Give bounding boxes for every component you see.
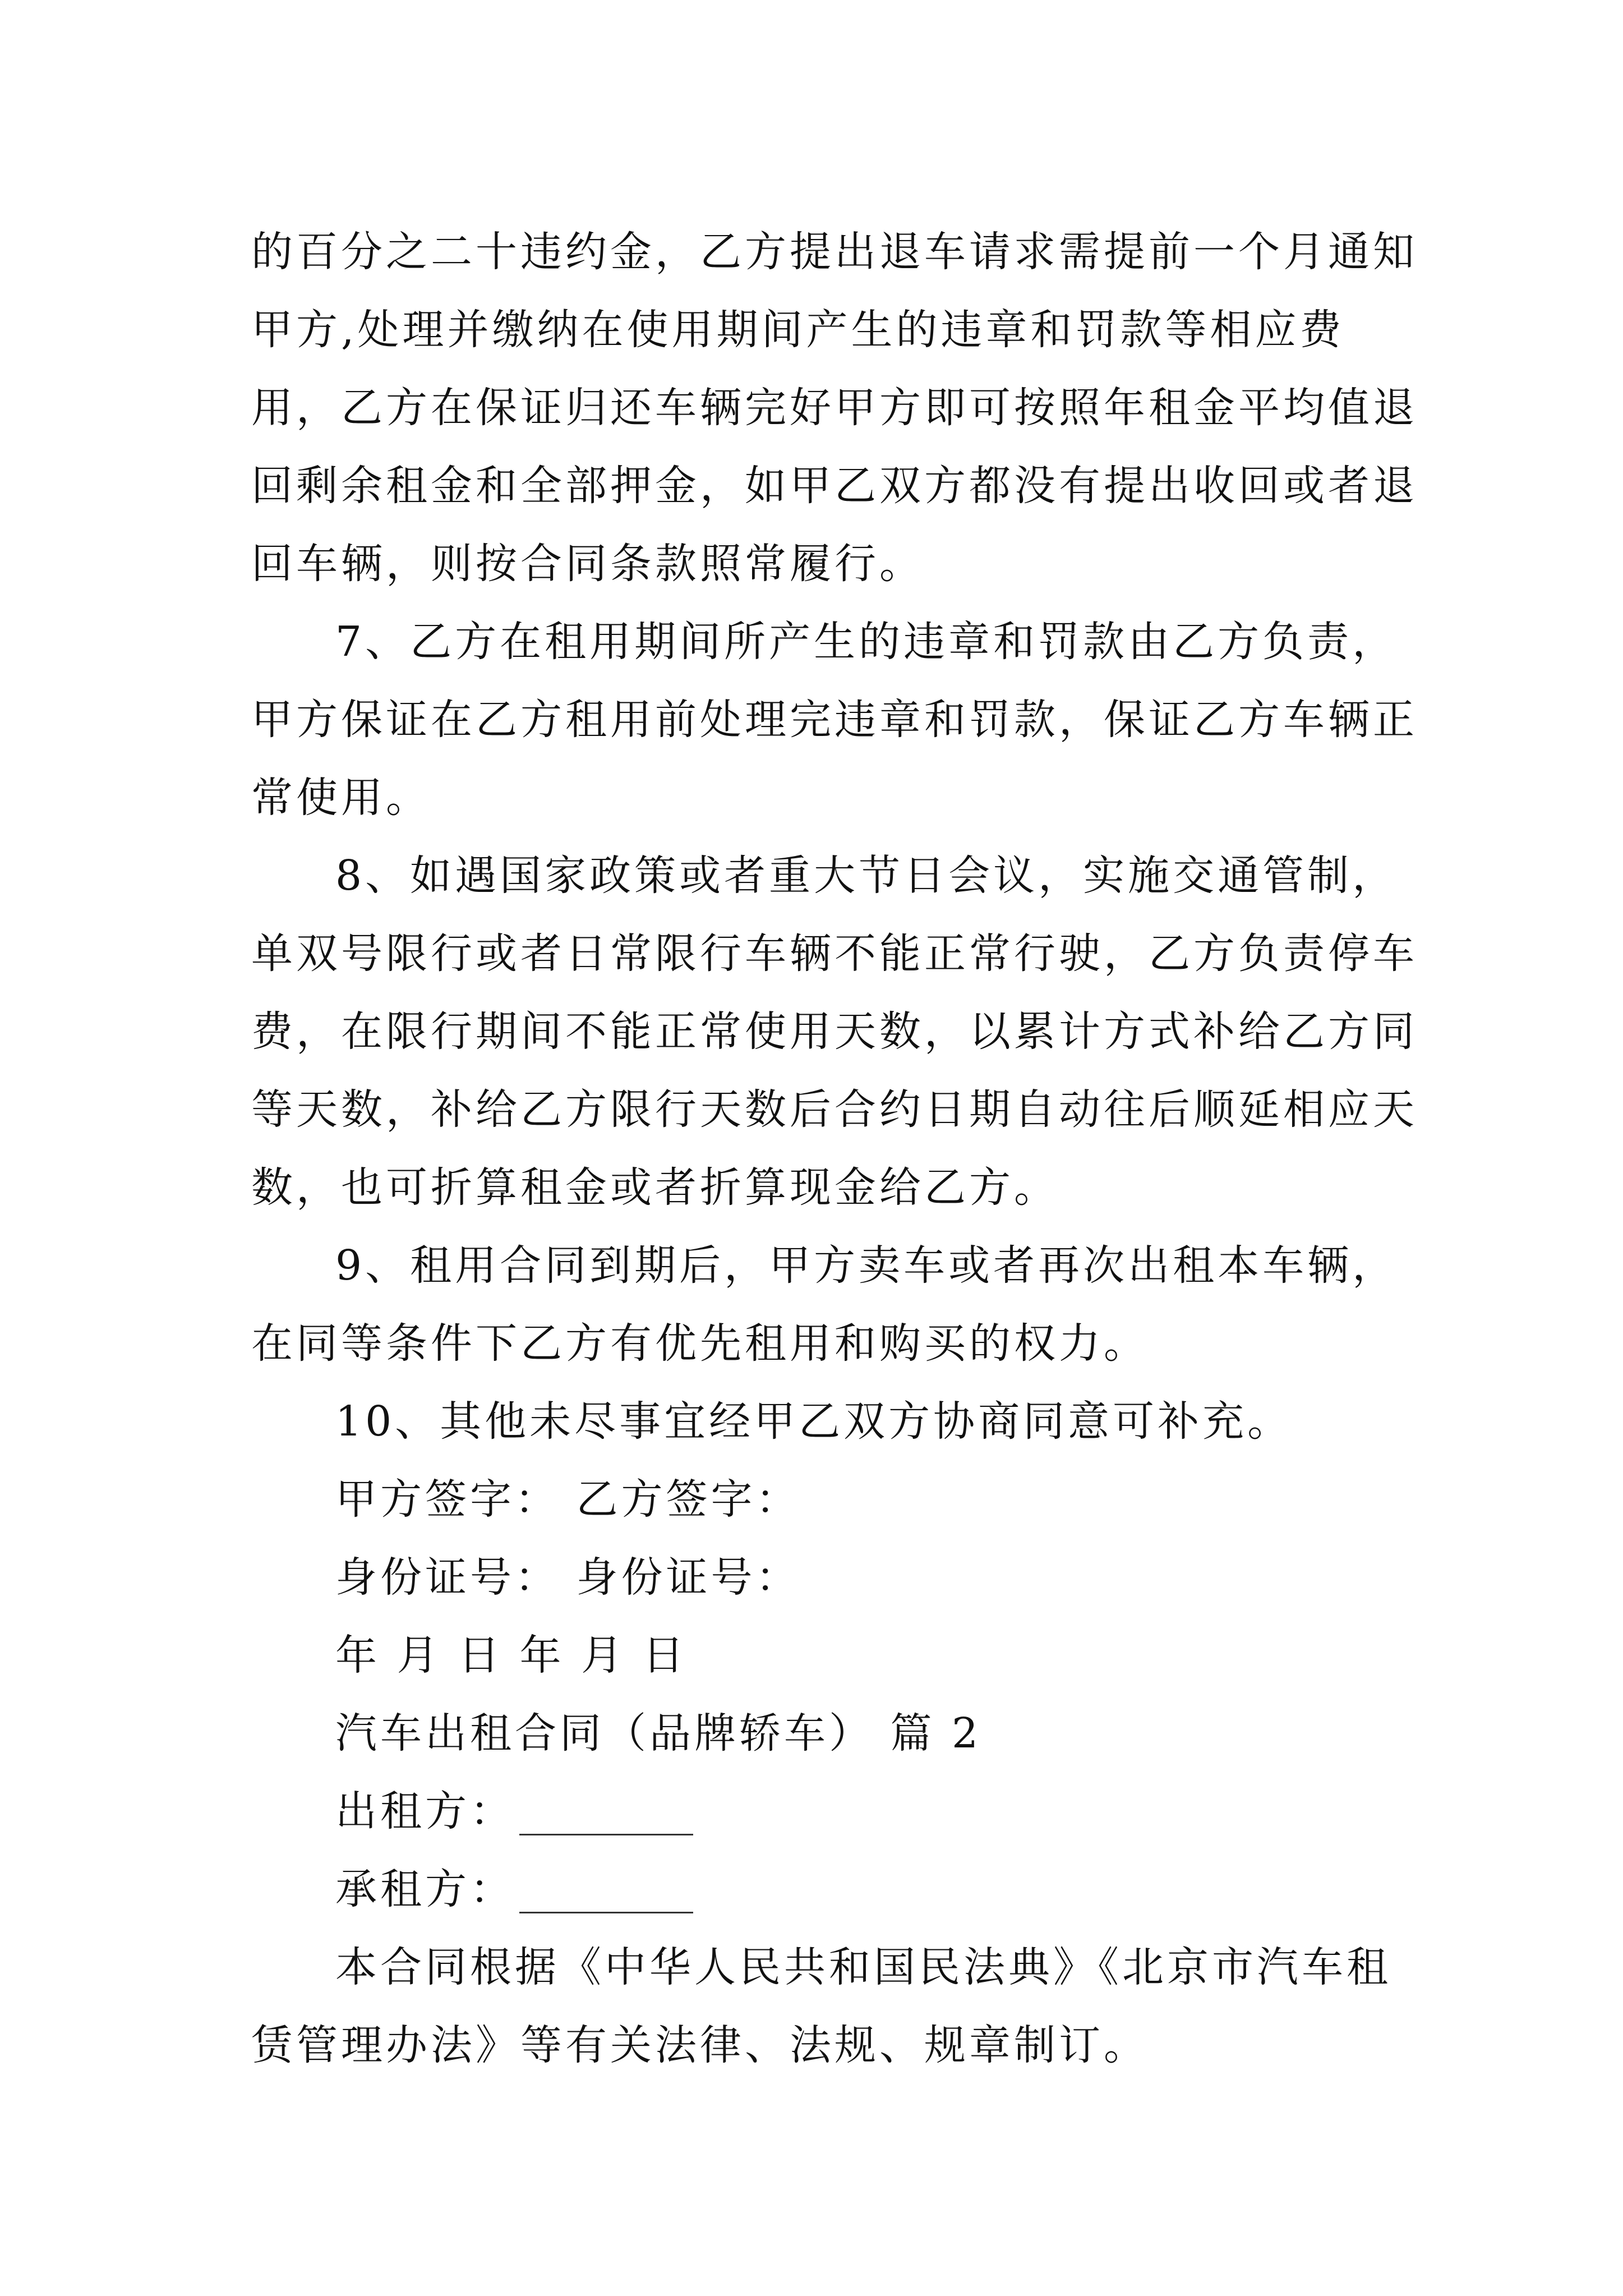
basis-paragraph: 本合同根据《中华人民共和国民法典》《北京市汽车租赁管理办法》等有关法律、法规、规章制订。 <box>251 1943 1391 2069</box>
clause-10: 10、其他未尽事宜经甲乙双方协商同意可补充。 <box>335 1397 1293 1446</box>
lessee-blank <box>519 1867 693 1913</box>
signature-line: 甲方签字： 乙方签字： <box>335 1475 801 1524</box>
paragraph-continuation: 的百分之二十违约金，乙方提出退车请求需提前一个月通知甲方,处理并缴纳在使用期间产生的违章和罚款等相应费用，乙方在保证归还车辆完好甲方即可按照年租金平均值退回剩余租金和全部押金，如甲乙双方都没有提出收回或者退回车辆，则按合同条款照常履行。 <box>251 228 1418 588</box>
lessor-blank <box>519 1789 693 1835</box>
lessor-label: 出租方： <box>335 1787 515 1835</box>
clause-7: 7、乙方在租用期间所产生的违章和罚款由乙方负责，甲方保证在乙方租用前处理完违章和罚款，保证乙方车辆正常使用。 <box>251 618 1418 822</box>
contract-2-title: 汽车出租合同（品牌轿车） 篇 2 <box>335 1709 982 1757</box>
lessee-label: 承租方： <box>335 1865 515 1913</box>
clause-8: 8、如遇国家政策或者重大节日会议，实施交通管制，单双号限行或者日常限行车辆不能正常行驶，乙方负责停车费，在限行期间不能正常使用天数，以累计方式补给乙方同等天数，补给乙方限行天数后合约日期自动往后顺延相应天数，也可折算租金或者折算现金给乙方。 <box>251 852 1418 1212</box>
lessor-line <box>251 1773 1418 1851</box>
document-body <box>251 213 1418 2085</box>
id-number-line: 身份证号： 身份证号： <box>335 1553 801 1602</box>
lessee-line <box>251 1851 1418 1929</box>
date-line: 年 月 日 年 月 日 <box>335 1631 688 1680</box>
clause-9: 9、租用合同到期后，甲方卖车或者再次出租本车辆，在同等条件下乙方有优先租用和购买的权力。 <box>251 1241 1398 1368</box>
